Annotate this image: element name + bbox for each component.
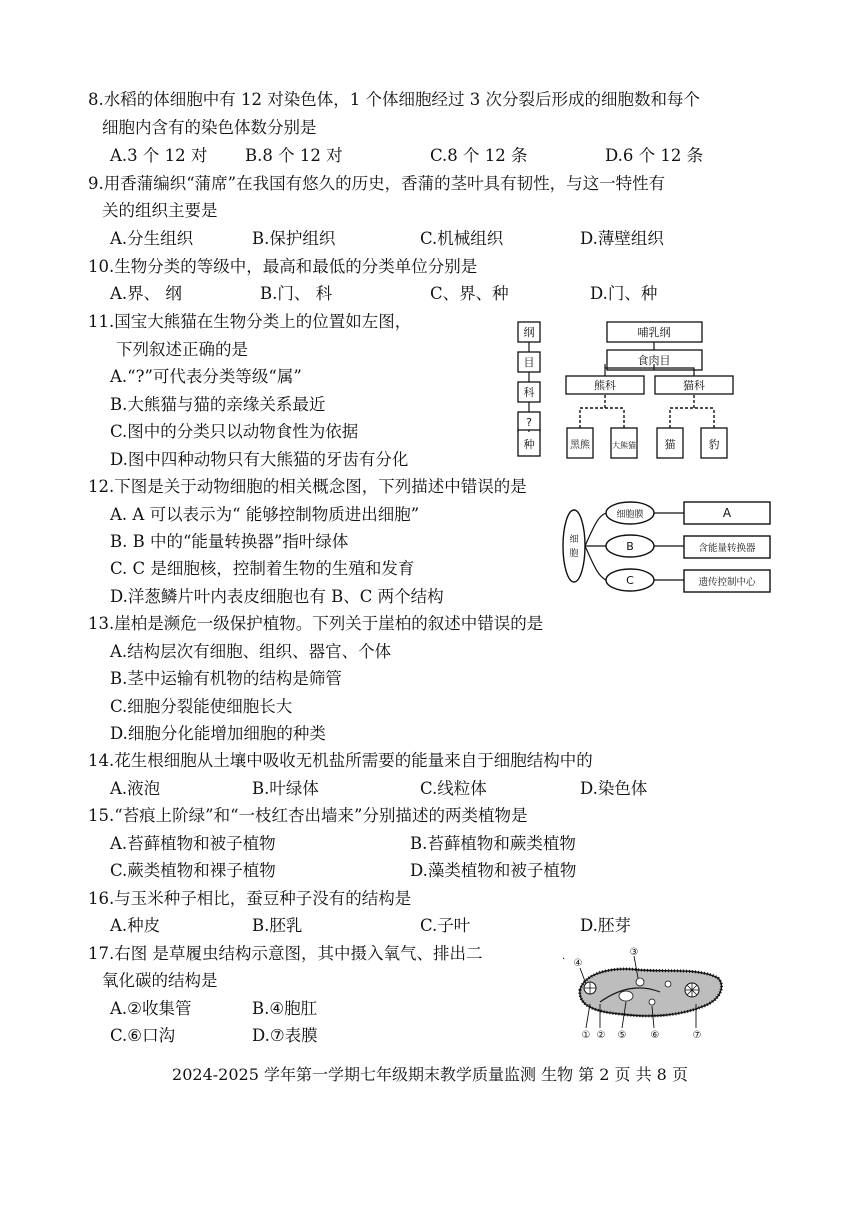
q15-option-b: B.苔藓植物和蕨类植物	[410, 834, 576, 853]
cell-root-char1: 细	[569, 535, 579, 545]
q11-option-d: D.图中四种动物只有大熊猫的牙齿有分化	[110, 450, 409, 469]
label-1: ①	[581, 1030, 591, 1041]
q8-option-c: C.8 个 12 条	[430, 146, 528, 165]
q9-stem-line2: 关的组织主要是	[102, 201, 218, 220]
giant-panda-box: 大熊猫	[612, 441, 636, 450]
label-6: ⑥	[650, 1030, 660, 1041]
q14-option-b: B.叶绿体	[252, 779, 319, 798]
q8-option-d: D.6 个 12 条	[605, 146, 704, 165]
node-b: B	[626, 540, 634, 553]
q11-option-a: A.“?”可代表分类等级“属”	[110, 367, 302, 386]
cell-concept-map	[558, 496, 780, 600]
q15-option-a: A.苔藓植物和被子植物	[110, 834, 276, 853]
label-3: ③	[629, 947, 639, 958]
cat-box: 猫	[664, 438, 676, 451]
paramecium-diagram	[560, 944, 728, 1046]
q10-option-d: D.门、种	[590, 284, 658, 303]
q12-option-d: D.洋葱鳞片叶内表皮细胞也有 B、C 两个结构	[110, 587, 444, 606]
q12-option-b: B. B 中的“能量转换器”指叶绿体	[110, 532, 349, 551]
q16-option-a: A.种皮	[110, 916, 161, 935]
cell-root-char2: 胞	[569, 549, 579, 559]
q15-option-d: D.藻类植物和被子植物	[410, 861, 577, 880]
q16-option-b: B.胚乳	[252, 916, 303, 935]
q13-option-d: D.细胞分化能增加细胞的种类	[110, 724, 326, 743]
label-7: ⑦	[692, 1030, 702, 1041]
q12-option-c: C. C 是细胞核，控制着生物的生殖和发育	[110, 559, 415, 578]
rank-species-label: 种	[523, 438, 535, 451]
rank-order-label: 目	[523, 356, 535, 369]
q11-option-c: C.图中的分类只以动物食性为依据	[110, 422, 359, 441]
q13-stem: 13.崖柏是濒危一级保护植物。下列关于崖柏的叙述中错误的是	[88, 614, 544, 633]
q14-stem: 14.花生根细胞从土壤中吸收无机盐所需要的能量来自于细胞结构中的	[88, 751, 593, 770]
q15-option-c: C.蕨类植物和裸子植物	[110, 861, 276, 880]
q10-option-c: C、界、种	[430, 284, 509, 303]
q12-stem: 12.下图是关于动物细胞的相关概念图，下列描述中错误的是	[88, 477, 527, 496]
q16-stem: 16.与玉米种子相比，蚕豆种子没有的结构是	[88, 889, 412, 908]
q8-option-a: A.3 个 12 对	[110, 146, 208, 165]
label-5: ⑤	[617, 1030, 627, 1041]
cell-membrane-node: 细胞膜	[616, 510, 644, 520]
black-bear-box: 黑熊	[570, 440, 590, 451]
q8-option-b: B.8 个 12 对	[245, 146, 343, 165]
q10-option-b: B.门、 科	[260, 284, 333, 303]
q9-option-b: B.保护组织	[252, 229, 336, 248]
q17-option-a: A.②收集管	[110, 999, 192, 1018]
tick-mark: ·	[562, 954, 566, 965]
q16-option-c: C.子叶	[420, 916, 471, 935]
q8-stem-line2: 细胞内含有的染色体数分别是	[102, 118, 317, 137]
q17-option-d: D.⑦表膜	[252, 1026, 318, 1045]
felidae-box: 猫科	[683, 379, 705, 392]
rank-unknown-label: ?	[526, 416, 532, 429]
q13-option-b: B.茎中运输有机物的结构是筛管	[110, 669, 342, 688]
page-footer: 2024-2025 学年第一学期七年级期末教学质量监测 生物 第 2 页 共 8 页	[172, 1065, 688, 1084]
q17-stem-line2: 氧化碳的结构是	[102, 971, 218, 990]
q17-stem-line1: 17.右图 是草履虫结构示意图，其中摄入氧气、排出二	[88, 944, 483, 963]
label-2: ②	[596, 1030, 606, 1041]
ursidae-box: 熊科	[594, 379, 616, 392]
rank-class-label: 纲	[523, 326, 535, 339]
node-c: C	[626, 574, 634, 587]
leopard-box: 豹	[708, 438, 720, 451]
q17-option-b: B.④胞肛	[252, 999, 318, 1018]
q14-option-a: A.液泡	[110, 779, 161, 798]
q12-option-a: A. A 可以表示为“ 能够控制物质进出细胞”	[110, 505, 420, 524]
taxonomy-diagram	[512, 318, 764, 460]
q8-stem-line1: 8.水稻的体细胞中有 12 对染色体，1 个体细胞经过 3 次分裂后形成的细胞数和每个	[88, 90, 700, 109]
rank-family-label: 科	[523, 386, 535, 399]
q10-option-a: A.界、 纲	[110, 284, 182, 303]
q9-option-c: C.机械组织	[420, 229, 504, 248]
q9-option-a: A.分生组织	[110, 229, 194, 248]
q15-stem: 15.“苔痕上阶绿”和“一枝红杏出墙来”分别描述的两类植物是	[88, 806, 528, 825]
q14-option-c: C.线粒体	[420, 779, 487, 798]
q11-stem-line2: 下列叙述正确的是	[116, 340, 248, 359]
mammalia-box: 哺乳纲	[637, 326, 671, 339]
box-genetic-control-center: 遗传控制中心	[698, 577, 756, 588]
carnivora-box: 食肉目	[637, 354, 671, 367]
q11-option-b: B.大熊猫与猫的亲缘关系最近	[110, 395, 326, 414]
q11-stem-line1: 11.国宝大熊猫在生物分类上的位置如左图，	[88, 312, 412, 331]
q13-option-a: A.结构层次有细胞、组织、器官、个体	[110, 642, 392, 661]
q16-option-d: D.胚芽	[580, 916, 631, 935]
q14-option-d: D.染色体	[580, 779, 648, 798]
box-a: A	[722, 506, 732, 520]
q9-stem-line1: 9.用香蒲编织“蒲席”在我国有悠久的历史，香蒲的茎叶具有韧性，与这一特性有	[88, 174, 666, 193]
label-4: ④	[573, 958, 583, 969]
q13-option-c: C.细胞分裂能使细胞长大	[110, 697, 293, 716]
q9-option-d: D.薄壁组织	[580, 229, 664, 248]
q17-option-c: C.⑥口沟	[110, 1026, 176, 1045]
q10-stem: 10.生物分类的等级中，最高和最低的分类单位分别是	[88, 257, 478, 276]
box-energy-converter: 含能量转换器	[698, 543, 756, 554]
